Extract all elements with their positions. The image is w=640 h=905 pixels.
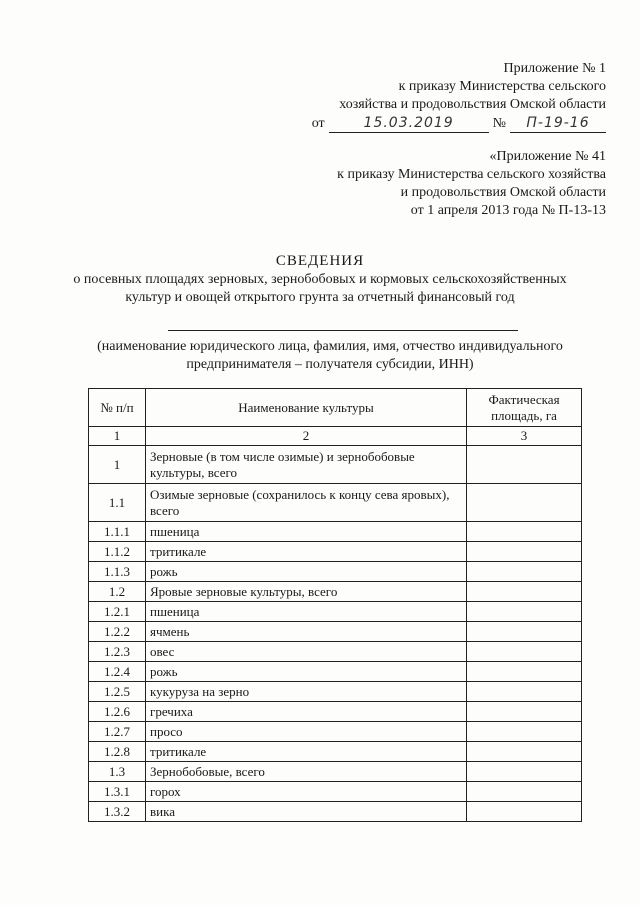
row-crop-name: пшеница xyxy=(146,602,467,622)
row-crop-name: горох xyxy=(146,782,467,802)
header-number: № п/п xyxy=(89,389,146,427)
table-row xyxy=(89,722,582,742)
table-row xyxy=(89,582,582,602)
appendix41-header xyxy=(337,148,606,220)
table-row xyxy=(89,642,582,662)
row-number: 1.2.5 xyxy=(89,682,146,702)
row-crop-name: Зернобобовые, всего xyxy=(146,762,467,782)
number-prefix: № xyxy=(492,116,506,131)
row-number: 1.1 xyxy=(89,484,146,522)
appendix41-date-line: от 1 апреля 2013 года № П-13-13 xyxy=(410,203,606,218)
document-subtitle: о посевных площадях зерновых, зернобобовых и кормовых сельскохозяйственных культур и овощей открытого грунта за отчетный финансовый год xyxy=(73,272,567,305)
row-number: 1.2.7 xyxy=(89,722,146,742)
index-col-1: 1 xyxy=(89,427,146,446)
table-row xyxy=(89,702,582,722)
order-number-handwritten: П-19-16 xyxy=(510,114,606,133)
table-row xyxy=(89,542,582,562)
order-date-line xyxy=(312,114,606,133)
row-area-cell[interactable] xyxy=(467,446,582,484)
row-crop-name: Яровые зерновые культуры, всего xyxy=(146,582,467,602)
row-number: 1.2.3 xyxy=(89,642,146,662)
row-area-cell[interactable] xyxy=(467,562,582,582)
row-number: 1.2.8 xyxy=(89,742,146,762)
table-body xyxy=(89,446,582,822)
table-row xyxy=(89,742,582,762)
index-col-3: 3 xyxy=(467,427,582,446)
order-date-handwritten: 15.03.2019 xyxy=(329,114,489,133)
date-prefix: от xyxy=(311,116,325,131)
row-area-cell[interactable] xyxy=(467,762,582,782)
row-crop-name: тритикале xyxy=(146,542,467,562)
table-row xyxy=(89,446,582,484)
index-col-2: 2 xyxy=(146,427,467,446)
table-index-row xyxy=(89,427,582,446)
row-number: 1.1.1 xyxy=(89,522,146,542)
row-crop-name: вика xyxy=(146,802,467,822)
row-crop-name: пшеница xyxy=(146,522,467,542)
row-area-cell[interactable] xyxy=(467,702,582,722)
row-area-cell[interactable] xyxy=(467,722,582,742)
appendix-header xyxy=(312,60,606,133)
row-area-cell[interactable] xyxy=(467,622,582,642)
row-area-cell[interactable] xyxy=(467,802,582,822)
row-crop-name: Озимые зерновые (сохранилось к концу сева яровых), всего xyxy=(146,484,467,522)
appendix-order-line: к приказу Министерства сельского xyxy=(398,79,606,94)
row-area-cell[interactable] xyxy=(467,484,582,522)
row-number: 1.3.1 xyxy=(89,782,146,802)
applicant-blank-line xyxy=(168,330,518,331)
row-crop-name: ячмень xyxy=(146,622,467,642)
header-crop-name: Наименование культуры xyxy=(146,389,467,427)
table-row xyxy=(89,662,582,682)
row-area-cell[interactable] xyxy=(467,582,582,602)
appendix-number: Приложение № 1 xyxy=(503,61,606,76)
appendix41-order-line: к приказу Министерства сельского хозяйства xyxy=(337,167,606,182)
row-number: 1 xyxy=(89,446,146,484)
appendix41-ministry-line: и продовольствия Омской области xyxy=(400,185,606,200)
appendix41-number: «Приложение № 41 xyxy=(489,149,606,164)
row-number: 1.2.2 xyxy=(89,622,146,642)
row-crop-name: рожь xyxy=(146,562,467,582)
row-number: 1.2.4 xyxy=(89,662,146,682)
row-number: 1.2.6 xyxy=(89,702,146,722)
row-crop-name: тритикале xyxy=(146,742,467,762)
row-number: 1.3.2 xyxy=(89,802,146,822)
table-row xyxy=(89,562,582,582)
table-row xyxy=(89,802,582,822)
row-area-cell[interactable] xyxy=(467,642,582,662)
row-number: 1.1.3 xyxy=(89,562,146,582)
table-header-row xyxy=(89,389,582,427)
row-crop-name: овес xyxy=(146,642,467,662)
table-row xyxy=(89,682,582,702)
header-area: Фактическая площадь, га xyxy=(467,389,582,427)
table-row xyxy=(89,484,582,522)
row-area-cell[interactable] xyxy=(467,522,582,542)
row-crop-name: гречиха xyxy=(146,702,467,722)
table-row xyxy=(89,602,582,622)
row-number: 1.1.2 xyxy=(89,542,146,562)
row-area-cell[interactable] xyxy=(467,662,582,682)
applicant-caption: (наименование юридического лица, фамилия, имя, отчество индивидуального предпринимателя – получателя субсидии, ИНН) xyxy=(97,339,563,372)
table-row xyxy=(89,762,582,782)
crop-area-table xyxy=(88,388,582,822)
row-area-cell[interactable] xyxy=(467,742,582,762)
row-crop-name: кукуруза на зерно xyxy=(146,682,467,702)
row-area-cell[interactable] xyxy=(467,782,582,802)
row-number: 1.2 xyxy=(89,582,146,602)
table-row xyxy=(89,782,582,802)
document-title-block xyxy=(0,252,640,307)
appendix-ministry-line: хозяйства и продовольствия Омской области xyxy=(339,97,606,112)
row-area-cell[interactable] xyxy=(467,682,582,702)
row-number: 1.2.1 xyxy=(89,602,146,622)
row-crop-name: просо xyxy=(146,722,467,742)
row-number: 1.3 xyxy=(89,762,146,782)
row-area-cell[interactable] xyxy=(467,602,582,622)
row-crop-name: рожь xyxy=(146,662,467,682)
table-row xyxy=(89,622,582,642)
row-crop-name: Зерновые (в том числе озимые) и зернобобовые культуры, всего xyxy=(146,446,467,484)
document-title: СВЕДЕНИЯ xyxy=(275,253,365,269)
row-area-cell[interactable] xyxy=(467,542,582,562)
table-row xyxy=(89,522,582,542)
